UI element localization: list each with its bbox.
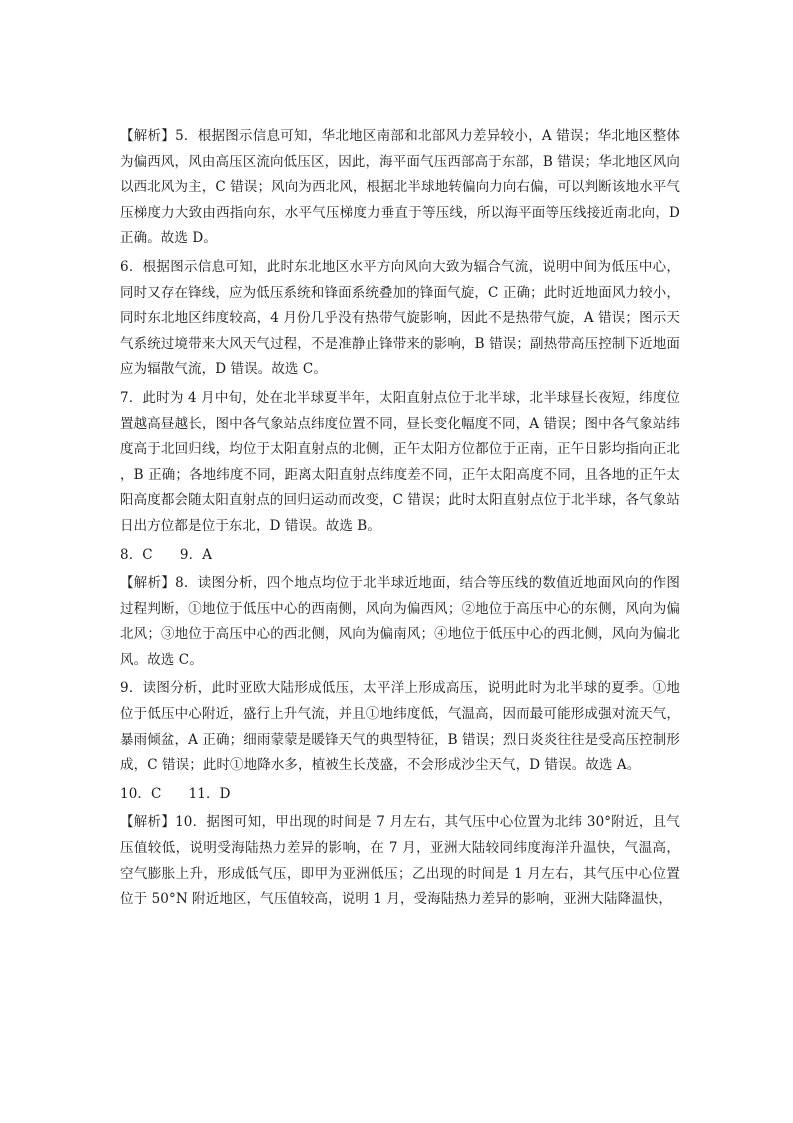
- paragraph-q10-analysis: 【解析】10．据图可知，甲出现的时间是 7 月左右，其气压中心位置为北纬 30°附近，且气压值较低，说明受海陆热力差异的影响，在 7 月，亚洲大陆较同纬度海洋升温快，气温高，空气膨胀上升，形成低气压，即甲为亚洲低压；乙出现的时间是 1 月左右，其气压中心位置位于 50°N 附近地区，气压值较高，说明 1 月，受海陆热力差异的影响，亚洲大陆降温快，: [120, 814, 680, 908]
- paragraph-q9-analysis: 9．读图分析，此时亚欧大陆形成低压，太平洋上形成高压，说明此时为北半球的夏季。①地位于低压中心附近，盛行上升气流，并且①地纬度低，气温高，因而最可能形成强对流天气，暴雨倾盆，A 正确；细雨蒙蒙是暖锋天气的典型特征，B 错误；烈日炎炎往往是受高压控制形成，C 错误；此时①地降水多，植被生长茂盛，不会形成沙尘天气，D 错误。故选 A。: [120, 680, 680, 774]
- paragraph-answers-8-9: 8．C 9．A: [120, 546, 213, 563]
- paragraph-answers-10-11: 10．C 11．D: [120, 785, 231, 802]
- document-body: [120, 124, 680, 913]
- paragraph-q6-analysis: 6．根据图示信息可知，此时东北地区水平方向风向大致为辐合气流，说明中间为低压中心，同时又存在锋线，应为低压系统和锋面系统叠加的锋面气旋，C 正确；此时近地面风力较小，同时东北地区纬度较高，4 月份几乎没有热带气旋影响，因此不是热带气旋，A 错误；图示天气系统过境带来大风天气过程，不是准静止锋带来的影响，B 错误；副热带高压控制下近地面应为辐散气流，D 错误。故选 C。: [120, 258, 680, 378]
- paragraph-q8-analysis: 【解析】8．读图分析，四个地点均位于北半球近地面，结合等压线的数值近地面风向的作图过程判断，①地位于低压中心的西南侧，风向为偏西风；②地位于高压中心的东侧，风向为偏北风；③地位于高压中心的西北侧，风向为偏南风；④地位于低压中心的西北侧，风向为偏北风。故选 C。: [120, 575, 680, 668]
- paragraph-q7-analysis: 7．此时为 4 月中旬，处在北半球夏半年，太阳直射点位于北半球，北半球昼长夜短，纬度位置越高昼越长，图中各气象站点纬度位置不同，昼长变化幅度不同，A 错误；图中各气象站纬度高于北回归线，均位于太阳直射点的北侧，正午太阳方位都位于正南，正午日影均指向正北，B 正确；各地纬度不同，距离太阳直射点纬度差不同，正午太阳高度不同，且各地的正午太阳高度都会随太阳直射点的回归运动而改变，C 错误；此时太阳直射点位于北半球，各气象站日出方位都是位于东北，D 错误。故选 B。: [120, 389, 680, 534]
- paragraph-q5-analysis: 【解析】5．根据图示信息可知，华北地区南部和北部风力差异较小，A 错误；华北地区整体为偏西风，风由高压区流向低压区，因此，海平面气压西部高于东部，B 错误；华北地区风向以西北风为主，C 错误；风向为西北风，根据北半球地转偏向力向右偏，可以判断该地水平气压梯度力大致由西指向东，水平气压梯度力垂直于等压线，所以海平面等压线接近南北向，D 正确。故选 D。: [120, 128, 680, 247]
